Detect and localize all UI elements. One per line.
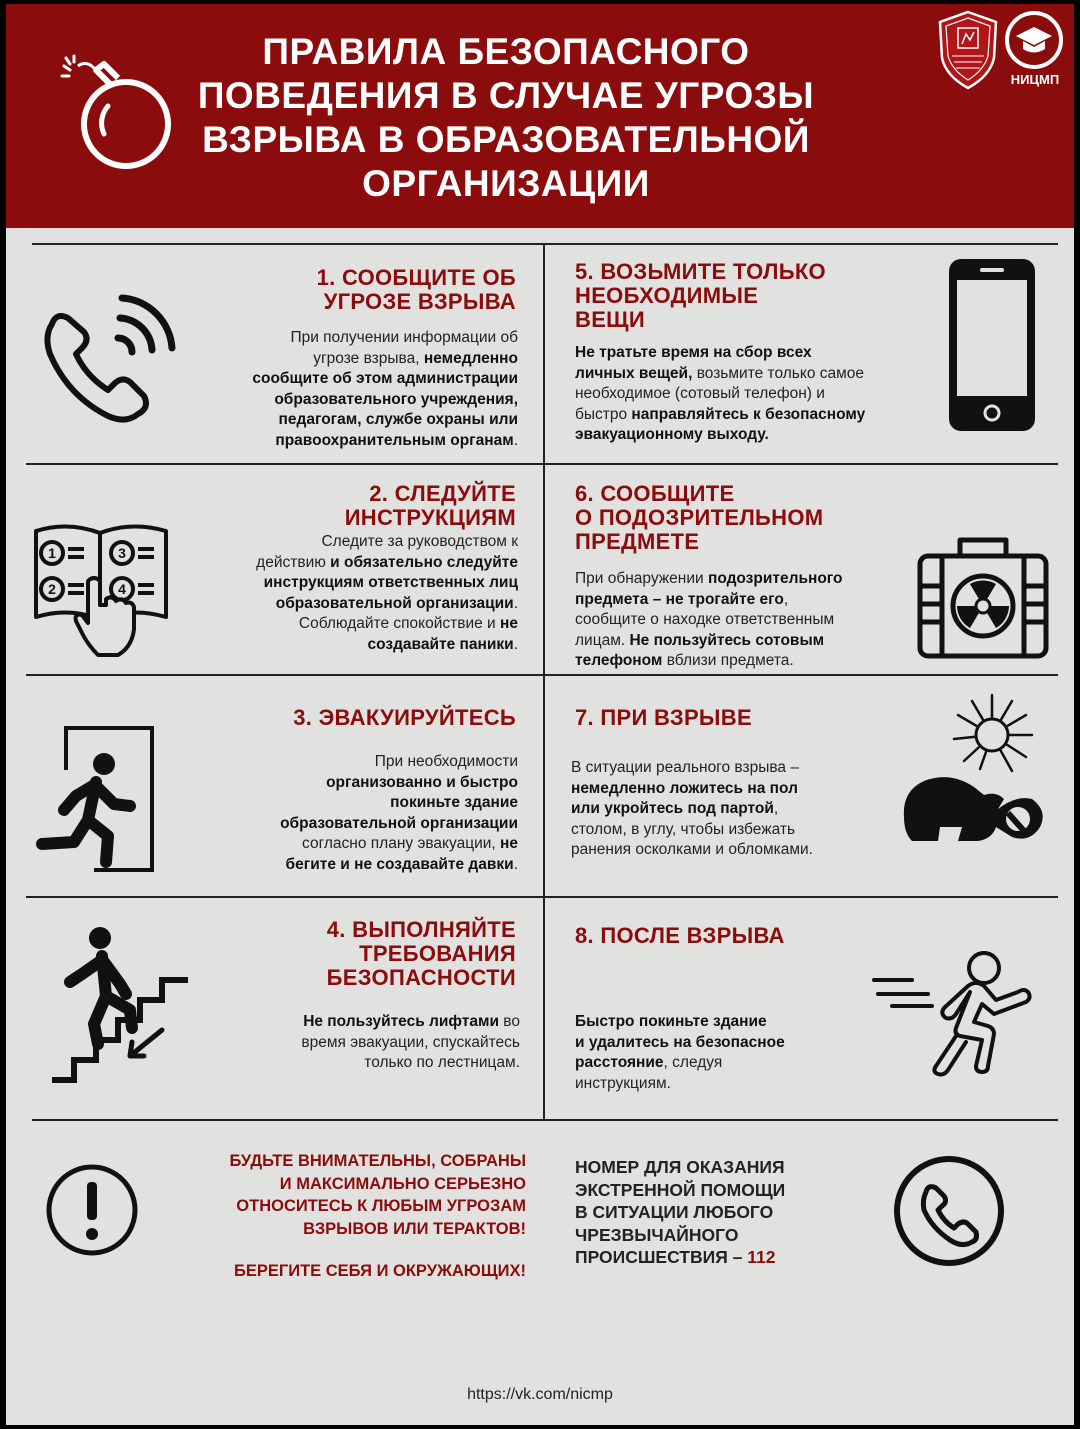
header-banner: [6, 4, 1074, 228]
rule-6-text: При обнаружении подозрительного предмета – не трогайте его, сообщите о находке ответственным лицам. Не пользуйтесь сотовым телефоном вблизи предмета.: [575, 570, 843, 669]
emergency-number-text: НОМЕР ДЛЯ ОКАЗАНИЯ ЭКСТРЕННОЙ ПОМОЩИ В СИТУАЦИИ ЛЮБОГО ЧРЕЗВЫЧАЙНОГО ПРОИСШЕСТВИЯ – 112: [575, 1157, 786, 1267]
rule-8-text: Быстро покиньте здание и удалитесь на безопасное расстояние, следуя инструкциям.: [575, 1013, 785, 1092]
footer-link[interactable]: https://vk.com/nicmp: [467, 1386, 613, 1403]
rule-4-text: Не пользуйтесь лифтами во время эвакуации, спускайтесь только по лестницам.: [301, 1013, 520, 1071]
rule-4-title: 4. ВЫПОЛНЯЙТЕ ТРЕБОВАНИЯ БЕЗОПАСНОСТИ: [326, 917, 516, 990]
explosion-cover-icon: [900, 687, 1050, 847]
emblem-icon: [936, 10, 1000, 90]
rule-7-text: В ситуации реального взрыва – немедленно ложитесь на пол или укройтесь под партой, столом, в углу, чтобы избежать ранения осколками и обломками.: [571, 759, 813, 858]
rule-1-text: При получении информации об угрозе взрыва, немедленно сообщите об этом администрации образовательного учреждения, педагогам, службе охраны или правоохранительным органам.: [252, 329, 518, 449]
divider: [26, 463, 1058, 465]
divider: [32, 1119, 1058, 1121]
svg-text:1: 1: [48, 545, 56, 561]
running-person-icon: [872, 948, 1042, 1078]
rule-7-title: 7. ПРИ ВЗРЫВЕ: [575, 705, 752, 730]
phone-call-icon: [34, 292, 184, 438]
exit-door-runner-icon: [34, 724, 164, 874]
svg-text:3: 3: [118, 545, 126, 561]
rule-1-title: 1. СООБЩИТЕ ОБ УГРОЗЕ ВЗРЫВА: [316, 265, 516, 314]
divider: [26, 674, 1058, 676]
rule-2-text: Следите за руководством к действию и обязательно следуйте инструкциям ответственных лиц образовательной организации. Соблюдайте спокойствие и не создавайте паники.: [256, 533, 518, 653]
rule-6-title: 6. СООБЩИТЕ О ПОДОЗРИТЕЛЬНОМ ПРЕДМЕТЕ: [575, 481, 824, 554]
rule-2-title: 2. СЛЕДУЙТЕ ИНСТРУКЦИЯМ: [344, 481, 516, 530]
divider: [26, 896, 1058, 898]
svg-text:2: 2: [48, 581, 56, 597]
nicmp-logo-icon: [1001, 8, 1067, 72]
infographic-page: [6, 4, 1074, 1425]
warning-text: БУДЬТЕ ВНИМАТЕЛЬНЫ, СОБРАНЫ И МАКСИМАЛЬНО СЕРЬЕЗНО ОТНОСИТЕСЬ К ЛЮБЫМ УГРОЗАМ ВЗРЫВОВ ИЛИ ТЕРАКТОВ!: [229, 1152, 526, 1238]
rule-3-text: При необходимости организованно и быстро покиньте здание образовательной организации согласно плану эвакуации, не бегите и не создавайте давки.: [280, 753, 518, 873]
divider: [543, 243, 545, 1119]
rule-5-title: 5. ВОЗЬМИТЕ ТОЛЬКО НЕОБХОДИМЫЕ ВЕЩИ: [575, 259, 826, 332]
svg-text:4: 4: [118, 581, 126, 597]
smartphone-icon: [946, 256, 1038, 434]
divider: [32, 243, 1058, 245]
rule-5-text: Не тратьте время на сбор всех личных вещей, возьмите только самое необходимое (сотовый телефон) и быстро направляйтесь к безопасному эвакуационному выходу.: [575, 344, 866, 443]
warning-take-care: БЕРЕГИТЕ СЕБЯ И ОКРУЖАЮЩИХ!: [234, 1262, 526, 1280]
rule-3-title: 3. ЭВАКУИРУЙТЕСЬ: [293, 705, 516, 730]
page-title: ПРАВИЛА БЕЗОПАСНОГО ПОВЕДЕНИЯ В СЛУЧАЕ УГРОЗЫ ВЗРЫВА В ОБРАЗОВАТЕЛЬНОЙ ОРГАНИЗАЦИИ: [197, 31, 815, 204]
logo-text: НИЦМП: [1010, 72, 1060, 87]
suspicious-case-icon: [916, 534, 1050, 660]
rule-8-title: 8. ПОСЛЕ ВЗРЫВА: [575, 923, 785, 948]
phone-circle-icon: [892, 1154, 1006, 1268]
exclamation-icon: [44, 1162, 140, 1258]
